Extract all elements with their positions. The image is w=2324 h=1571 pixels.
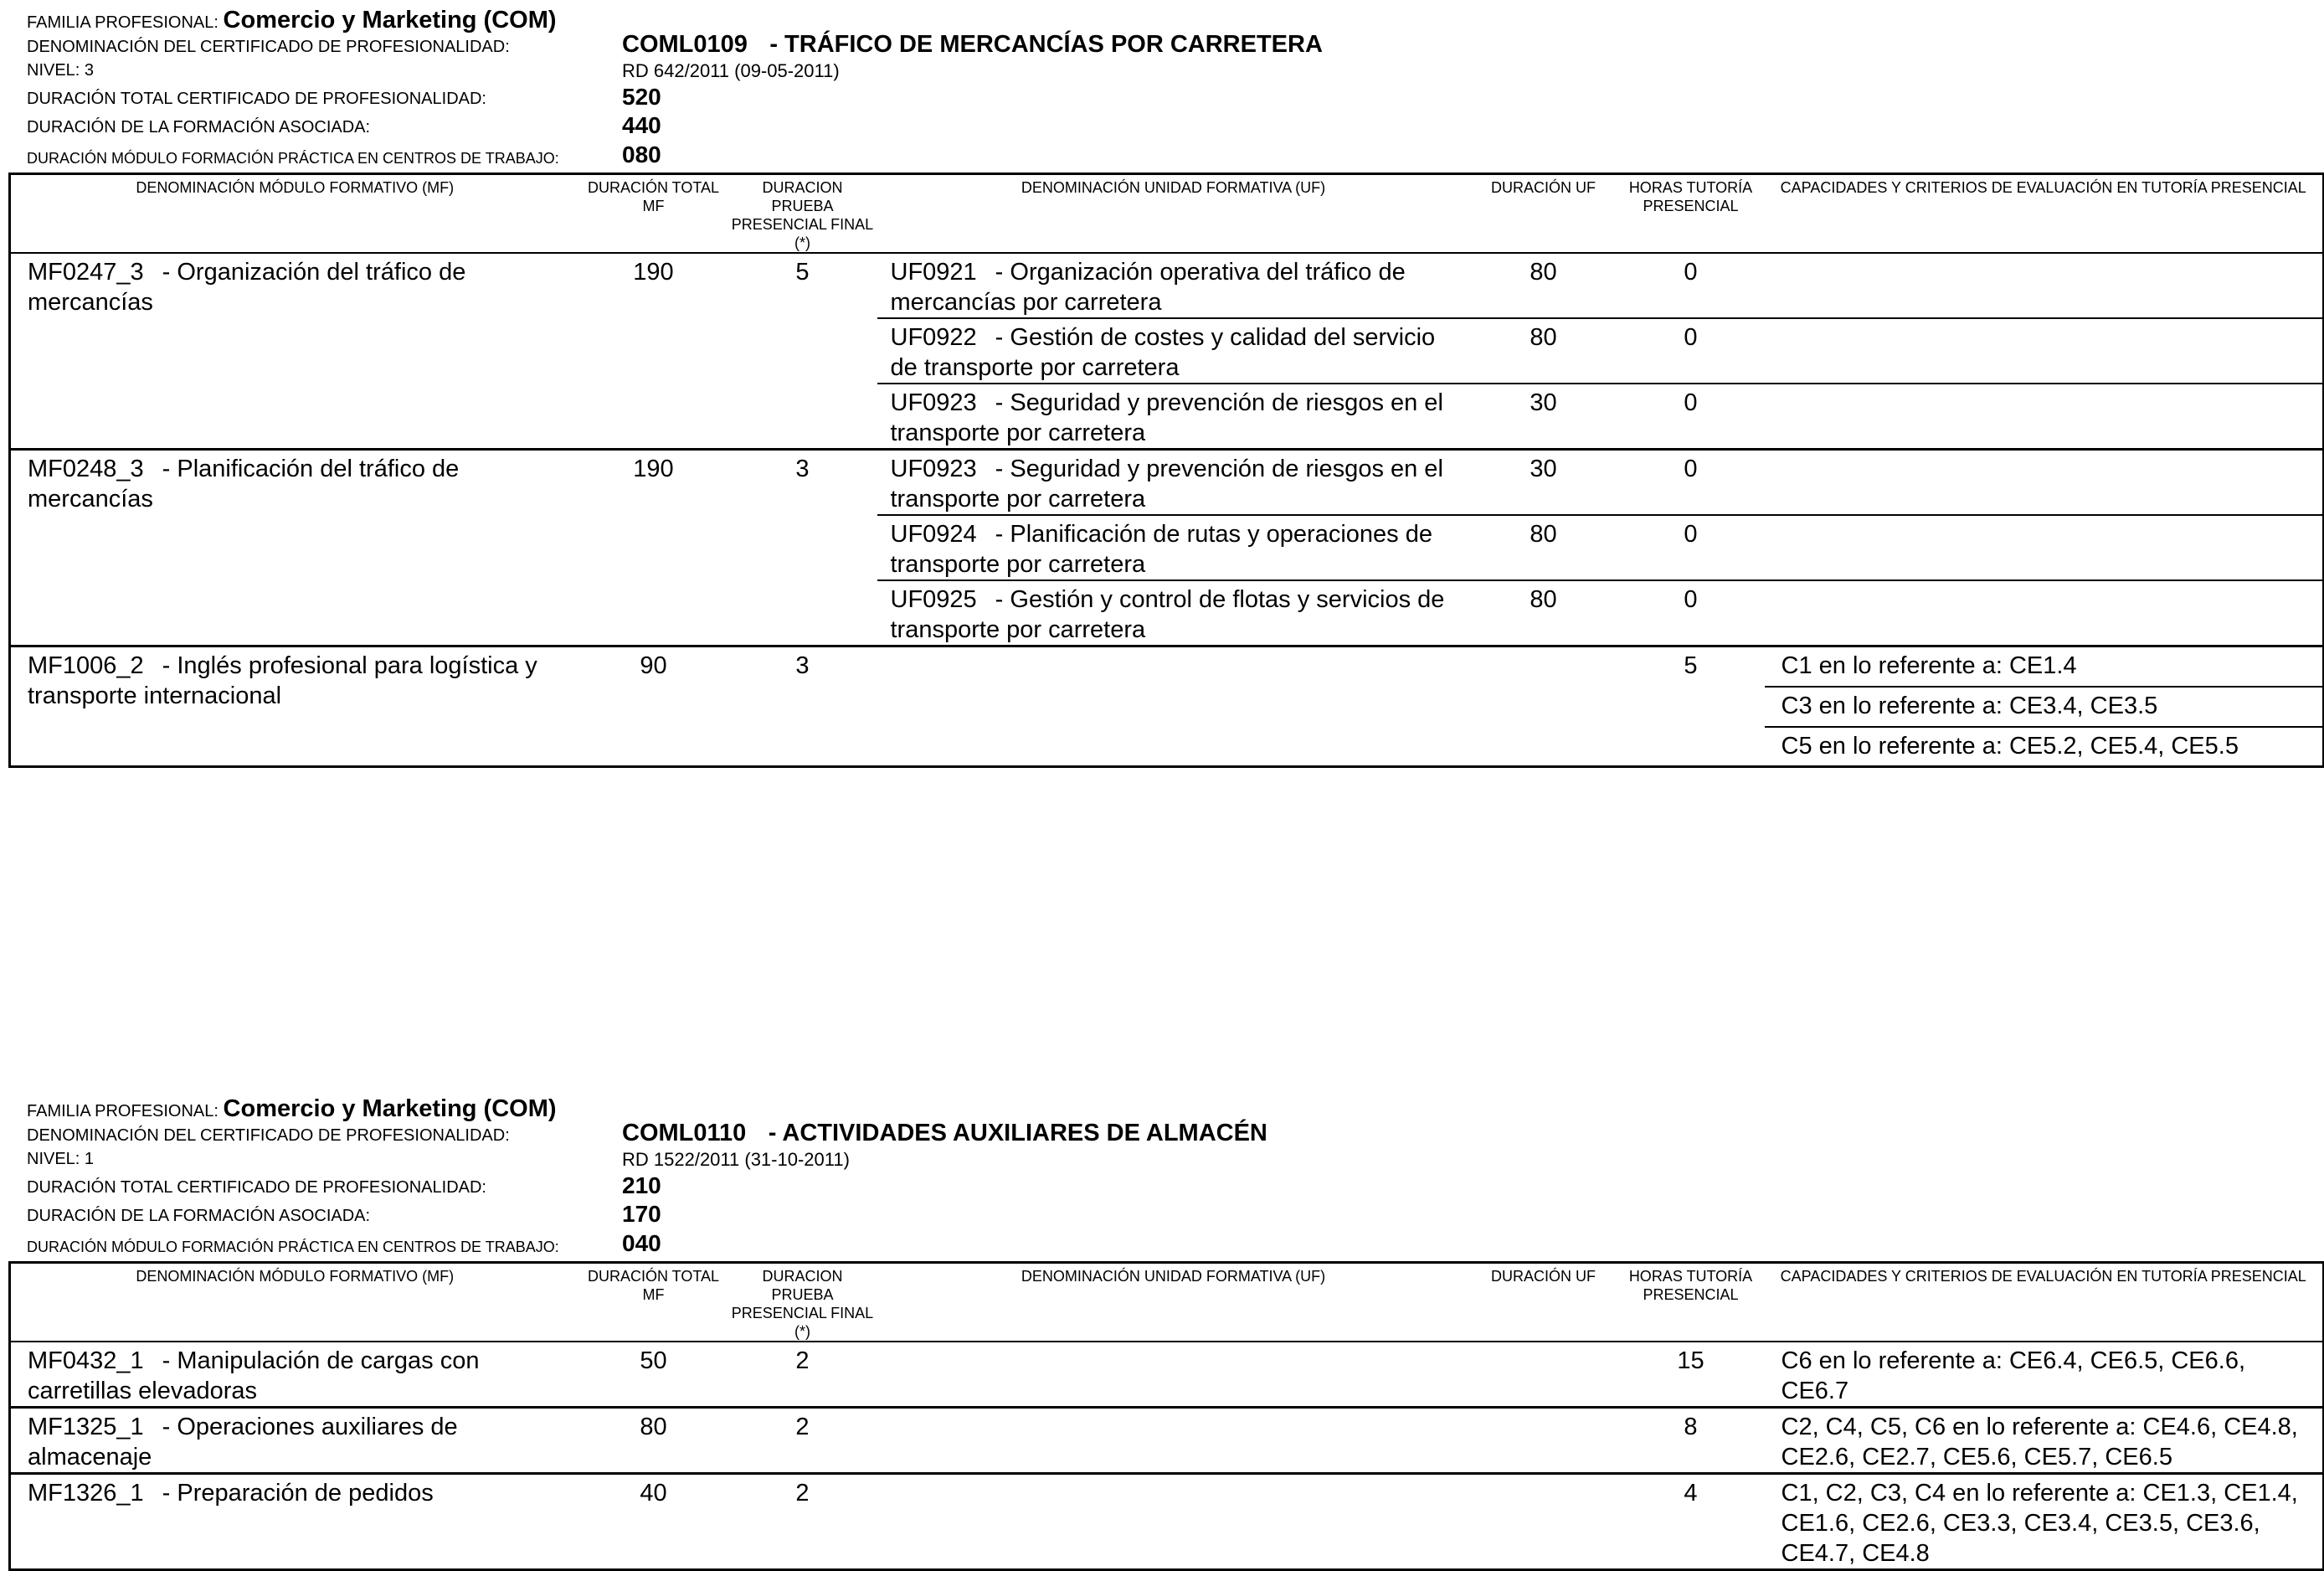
header-uf: DENOMINACIÓN UNIDAD FORMATIVA (UF) (877, 174, 1470, 254)
table-header-row (10, 174, 2324, 254)
duracion-practica-label: DURACIÓN MÓDULO FORMACIÓN PRÁCTICA EN CENTROS DE TRABAJO: (27, 150, 559, 167)
certificate-coml0110 (8, 1089, 2324, 1571)
criterio-item: C3 en lo referente a: CE3.4, CE3.5 (1765, 687, 2324, 727)
table-row (10, 1474, 2324, 1570)
duracion-total-label: DURACIÓN TOTAL CERTIFICADO DE PROFESIONALIDAD: (27, 1178, 486, 1197)
unit-horas: 0 (1617, 450, 1765, 516)
certificate-title (622, 1120, 1267, 1147)
table-row (10, 646, 2324, 687)
certificate-code: COML0110 (622, 1120, 747, 1146)
header-capacidades: CAPACIDADES Y CRITERIOS DE EVALUACIÓN EN TUTORÍA PRESENCIAL (1765, 1263, 2324, 1342)
duracion-practica-value: 080 (622, 142, 661, 167)
header-uf: DENOMINACIÓN UNIDAD FORMATIVA (UF) (877, 1263, 1470, 1342)
module-horas: 5 (1617, 646, 1765, 767)
header-duracion-uf: DURACIÓN UF (1470, 1263, 1617, 1342)
header-prueba: DURACION PRUEBA PRESENCIAL FINAL (*) (728, 1263, 877, 1342)
header-duracion-uf: DURACIÓN UF (1470, 174, 1617, 254)
criterio-item: C1, C2, C3, C4 en lo referente a: CE1.3, CE1.4, CE1.6, CE2.6, CE3.3, CE3.4, CE3.5, CE3.6, CE4.7, CE4.8 (1765, 1474, 2324, 1570)
familia-label: FAMILIA PROFESIONAL: (27, 13, 219, 32)
module-name: MF1326_1 - Preparación de pedidos (10, 1474, 579, 1570)
module-duracion: 190 (633, 259, 674, 286)
module-prueba: 3 (728, 646, 877, 767)
rd-reference: RD 1522/2011 (31-10-2011) (622, 1149, 850, 1170)
table-row (10, 450, 2324, 516)
modules-table (8, 1261, 2324, 1571)
unit-duracion: 80 (1470, 515, 1617, 580)
module-name: MF0248_3 - Planificación del tráfico de mercancías (10, 450, 579, 646)
module-duracion: 190 (579, 450, 728, 646)
module-duracion: 50 (640, 1347, 667, 1374)
unit-horas: 0 (1617, 515, 1765, 580)
module-name: MF0247_3 - Organización del tráfico de mercancías (28, 259, 466, 316)
nivel-label: NIVEL: 1 (27, 1150, 95, 1168)
unit-criterios (1765, 253, 2324, 318)
duracion-total-label: DURACIÓN TOTAL CERTIFICADO DE PROFESIONALIDAD: (27, 90, 486, 108)
certificate-name: - ACTIVIDADES AUXILIARES DE ALMACÉN (768, 1120, 1267, 1146)
module-horas: 8 (1617, 1408, 1765, 1474)
unit-duracion (1470, 1474, 1617, 1570)
unit-duracion: 30 (1470, 384, 1617, 450)
module-prueba: 2 (795, 1347, 810, 1374)
header-horas: HORAS TUTORÍA PRESENCIAL (1617, 174, 1765, 254)
nivel-label: NIVEL: 3 (27, 61, 95, 80)
unit-horas: 0 (1617, 384, 1765, 450)
certificate-title (622, 31, 1323, 59)
module-prueba: 2 (728, 1474, 877, 1570)
familia-label: FAMILIA PROFESIONAL: (27, 1102, 219, 1120)
denominacion-label: DENOMINACIÓN DEL CERTIFICADO DE PROFESIONALIDAD: (27, 1126, 510, 1145)
unit-duracion (1470, 646, 1617, 767)
certificate-name: - TRÁFICO DE MERCANCÍAS POR CARRETERA (769, 31, 1323, 58)
header-mf: DENOMINACIÓN MÓDULO FORMATIVO (MF) (10, 174, 579, 254)
certificate-header (8, 0, 2324, 167)
unit-name (877, 1474, 1470, 1570)
familia-line (27, 1095, 557, 1123)
header-capacidades: CAPACIDADES Y CRITERIOS DE EVALUACIÓN EN TUTORÍA PRESENCIAL (1765, 174, 2324, 254)
unit-duracion (1470, 1408, 1617, 1474)
unit-name: UF0925 - Gestión y control de flotas y servicios de transporte por carretera (877, 580, 1470, 646)
module-horas: 15 (1677, 1347, 1704, 1374)
table-row (10, 1342, 2324, 1408)
unit-name: UF0921 - Organización operativa del tráfico de mercancías por carretera (890, 259, 1406, 316)
module-prueba: 2 (728, 1408, 877, 1474)
table-row (10, 253, 2324, 318)
duracion-practica-label: DURACIÓN MÓDULO FORMACIÓN PRÁCTICA EN CENTROS DE TRABAJO: (27, 1239, 559, 1255)
unit-name: UF0922 - Gestión de costes y calidad del servicio de transporte por carretera (877, 318, 1470, 384)
duracion-practica-value: 040 (622, 1230, 661, 1256)
certificate-coml0109 (8, 0, 2324, 768)
rd-reference: RD 642/2011 (09-05-2011) (622, 60, 840, 81)
familia-value: Comercio y Marketing (COM) (223, 7, 557, 33)
familia-value: Comercio y Marketing (COM) (223, 1095, 557, 1122)
unit-duracion: 80 (1470, 580, 1617, 646)
familia-line (27, 7, 557, 34)
module-name: MF0432_1 - Manipulación de cargas con carretillas elevadoras (28, 1347, 480, 1404)
unit-name: UF0923 - Seguridad y prevención de riesgos en el transporte por carretera (877, 384, 1470, 450)
unit-name (877, 1342, 1470, 1408)
table-header-row (10, 1263, 2324, 1342)
module-name: MF1006_2 - Inglés profesional para logística y transporte internacional (10, 646, 579, 767)
duracion-total-value: 210 (622, 1172, 661, 1198)
duracion-formacion-label: DURACIÓN DE LA FORMACIÓN ASOCIADA: (27, 118, 371, 136)
criterio-item: C5 en lo referente a: CE5.2, CE5.4, CE5.5 (1765, 727, 2324, 767)
unit-criterios (1765, 318, 2324, 384)
unit-name (877, 646, 1470, 767)
unit-duracion: 80 (1530, 259, 1557, 286)
criterio-item: C2, C4, C5, C6 en lo referente a: CE4.6, CE4.8, CE2.6, CE2.7, CE5.6, CE5.7, CE6.5 (1765, 1408, 2324, 1474)
header-mf: DENOMINACIÓN MÓDULO FORMATIVO (MF) (10, 1263, 579, 1342)
unit-duracion: 80 (1470, 318, 1617, 384)
duracion-total-value: 520 (622, 84, 661, 110)
unit-name: UF0924 - Planificación de rutas y operaciones de transporte por carretera (877, 515, 1470, 580)
unit-horas: 0 (1684, 259, 1698, 286)
module-duracion: 90 (579, 646, 728, 767)
criterio-item: C1 en lo referente a: CE1.4 (1765, 646, 2324, 687)
module-prueba: 5 (795, 259, 810, 286)
module-name: MF1325_1 - Operaciones auxiliares de almacenaje (10, 1408, 579, 1474)
header-prueba: DURACION PRUEBA PRESENCIAL FINAL (*) (728, 174, 877, 254)
unit-duracion (1470, 1342, 1617, 1408)
duracion-formacion-value: 170 (622, 1201, 661, 1227)
unit-horas: 0 (1617, 580, 1765, 646)
unit-criterios (1765, 450, 2324, 516)
denominacion-label: DENOMINACIÓN DEL CERTIFICADO DE PROFESIONALIDAD: (27, 38, 510, 56)
unit-criterios (1765, 384, 2324, 450)
duracion-formacion-label: DURACIÓN DE LA FORMACIÓN ASOCIADA: (27, 1207, 371, 1225)
duracion-formacion-value: 440 (622, 112, 661, 138)
module-horas: 4 (1617, 1474, 1765, 1570)
unit-name: UF0923 - Seguridad y prevención de riesgos en el transporte por carretera (877, 450, 1470, 516)
unit-name (877, 1408, 1470, 1474)
module-duracion: 80 (579, 1408, 728, 1474)
header-duracion-mf: DURACIÓN TOTAL MF (579, 174, 728, 254)
certificate-code: COML0109 (622, 31, 748, 58)
certificate-header (8, 1089, 2324, 1256)
unit-duracion: 30 (1470, 450, 1617, 516)
table-row (10, 1408, 2324, 1474)
header-duracion-mf: DURACIÓN TOTAL MF (579, 1263, 728, 1342)
criterio-item: C6 en lo referente a: CE6.4, CE6.5, CE6.6, CE6.7 (1781, 1347, 2246, 1404)
unit-criterios (1765, 515, 2324, 580)
header-horas: HORAS TUTORÍA PRESENCIAL (1617, 1263, 1765, 1342)
unit-criterios (1765, 580, 2324, 646)
unit-horas: 0 (1617, 318, 1765, 384)
module-prueba: 3 (728, 450, 877, 646)
module-duracion: 40 (579, 1474, 728, 1570)
modules-table (8, 173, 2324, 768)
